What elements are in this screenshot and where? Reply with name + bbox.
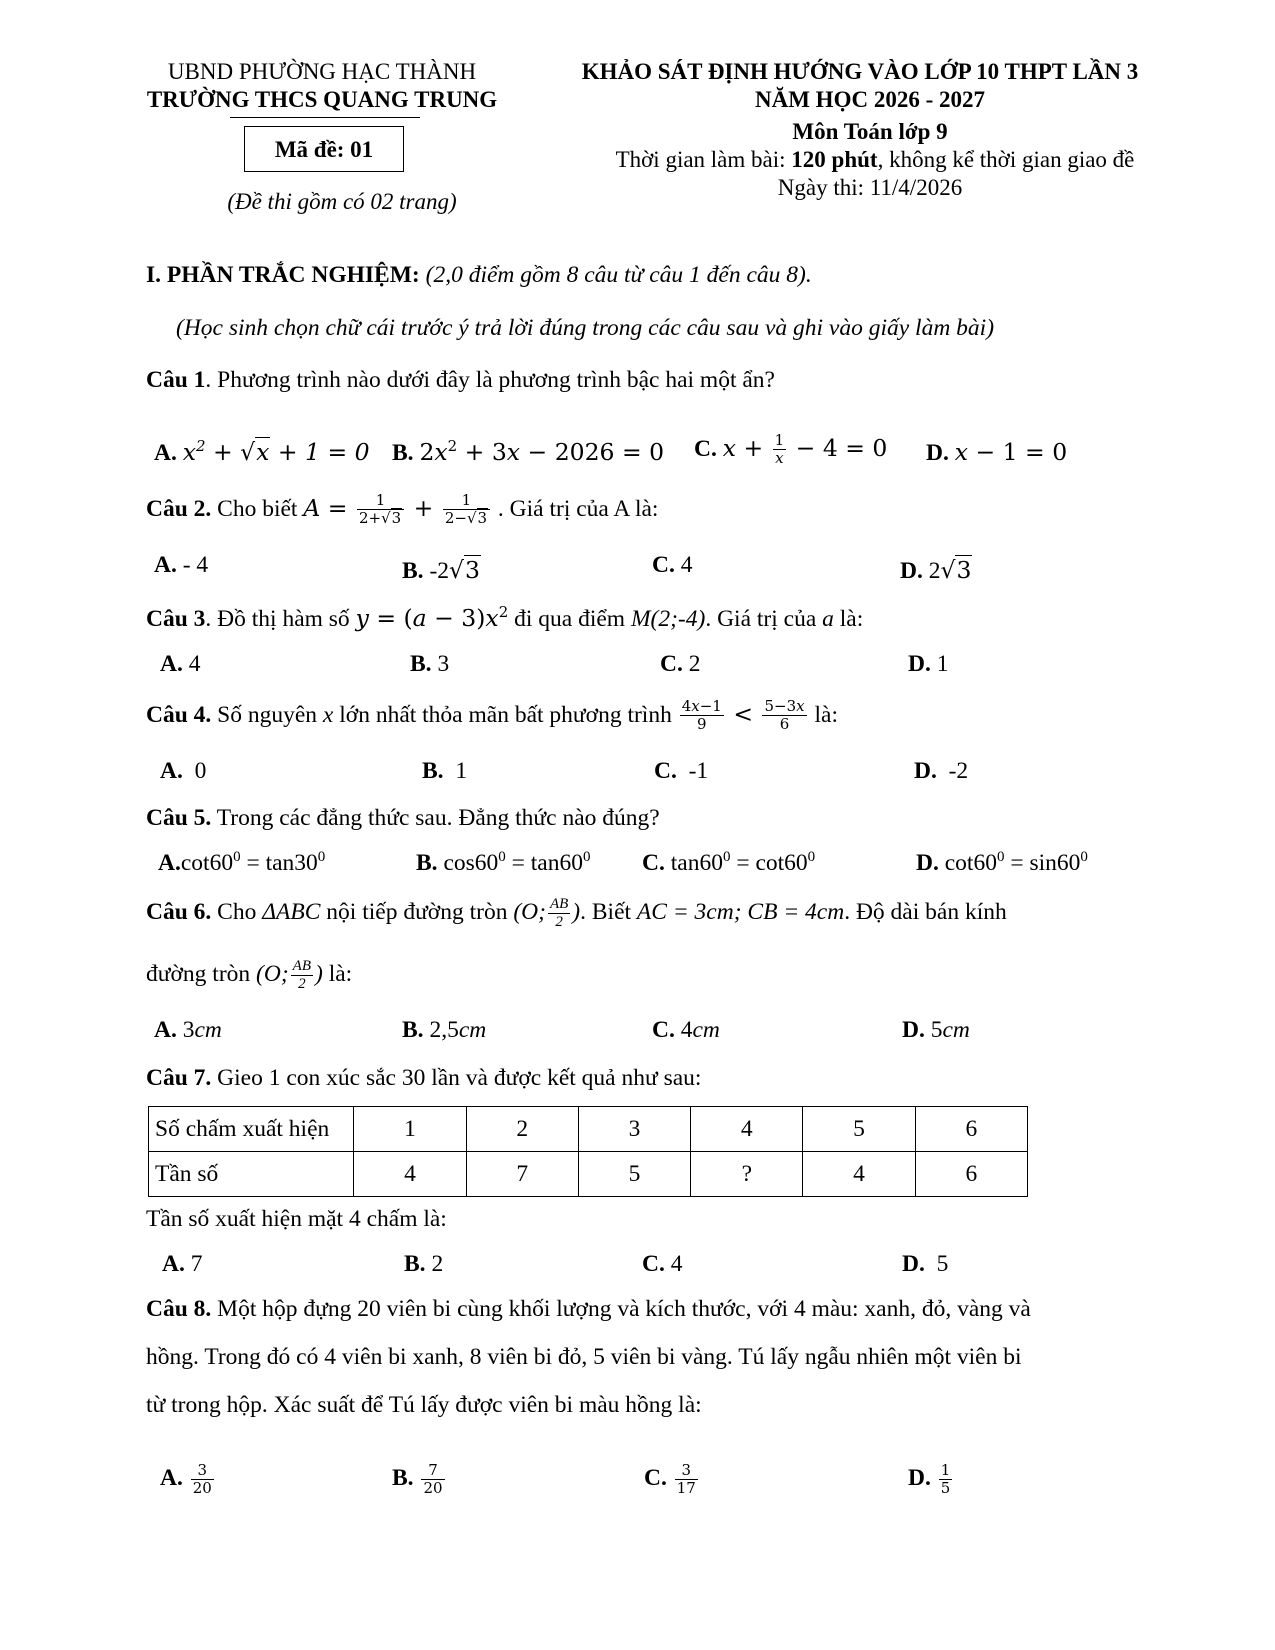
q6-option-b <box>402 1017 486 1044</box>
q3-text-post: . Giá trị của <box>705 606 823 632</box>
q1-d-letter: D. <box>926 440 949 466</box>
q7-d-value: 5 <box>936 1251 949 1277</box>
q7-option-c <box>642 1251 682 1278</box>
q8-line3: từ trong hộp. Xác suất để Tú lấy được viên bi màu hồng là: <box>146 1392 702 1418</box>
q3-option-d <box>908 651 948 678</box>
q2-option-a <box>154 552 208 579</box>
q2-b-root: √3 <box>449 556 480 584</box>
table-cell: 6 <box>915 1107 1027 1152</box>
q6-b-unit: cm <box>458 1017 487 1043</box>
q5-option-b <box>416 850 590 877</box>
time-info <box>570 146 1180 174</box>
table-row <box>149 1152 1028 1197</box>
q7-a-value: 7 <box>190 1251 203 1277</box>
q2-d-letter: D. <box>900 558 923 584</box>
q4-text-post: là: <box>808 702 838 728</box>
section-title <box>146 262 812 289</box>
section-title-label: I. PHẦN TRẮC NGHIỆM: <box>146 262 420 288</box>
table-cell: 4 <box>691 1107 803 1152</box>
q2-c-value: 4 <box>680 552 693 578</box>
q6-b-letter: B. <box>402 1017 424 1043</box>
table-cell: 7 <box>466 1152 578 1197</box>
q6-option-d <box>902 1017 970 1044</box>
table-row-header: Số chấm xuất hiện <box>149 1107 354 1152</box>
exam-title: KHẢO SÁT ĐỊNH HƯỚNG VÀO LỚP 10 THPT LẦN 3 <box>581 59 1139 84</box>
q4-option-c <box>654 758 708 785</box>
q2-b-value: -2 <box>429 558 450 584</box>
q7-after-text: Tần số xuất hiện mặt 4 chấm là: <box>146 1206 447 1232</box>
exam-date: Ngày thi: 11/4/2026 <box>777 175 963 200</box>
q1-option-a <box>154 438 370 467</box>
q7-option-b <box>404 1251 443 1278</box>
q3-formula: $y = (a - 3)x^2$ <box>355 603 509 632</box>
q4-option-d <box>914 758 968 785</box>
school-name-underline <box>230 117 420 118</box>
q8-a-letter: A. <box>160 1464 183 1491</box>
school-year: NĂM HỌC 2026 - 2027 <box>755 87 985 112</box>
q6-text-mid: nội tiếp đường tròn <box>320 898 514 925</box>
q5-text: Trong các đẳng thức sau. Đẳng thức nào đúng? <box>211 805 660 831</box>
q7-b-letter: B. <box>404 1251 426 1277</box>
time-prefix: Thời gian làm bài: <box>615 147 792 172</box>
question-2 <box>146 492 658 527</box>
q4-c-value: -1 <box>688 758 709 784</box>
q3-var: a <box>822 606 834 632</box>
question-6-line2 <box>146 958 352 993</box>
q2-text-post: . Giá trị của A là: <box>492 496 659 522</box>
q6-line2-pre: đường tròn <box>146 960 257 987</box>
q8-label: Câu 8. <box>146 1296 212 1322</box>
q7-c-value: 4 <box>670 1251 683 1277</box>
q4-label: Câu 4. <box>146 702 212 728</box>
table-row <box>149 1107 1028 1152</box>
q8-option-a <box>160 1462 216 1497</box>
q1-c-letter: C. <box>694 436 717 462</box>
q3-point: M(2;-4) <box>630 606 706 632</box>
q5-option-c <box>642 850 815 877</box>
q4-d-value: -2 <box>948 758 969 784</box>
q3-option-b <box>410 651 449 678</box>
q4-d-letter: D. <box>914 758 937 784</box>
q6-c-unit: cm <box>692 1017 720 1043</box>
q7-a-letter: A. <box>162 1251 185 1277</box>
q8-line1: Một hộp đựng 20 viên bi cùng khối lượng và kích thước, với 4 màu: xanh, đỏ, vàng và <box>211 1296 1031 1322</box>
section-instruction: (Học sinh chọn chữ cái trước ý trả lời đúng trong các câu sau và ghi vào giấy làm bài) <box>176 315 995 341</box>
q2-a-letter: A. <box>154 552 177 578</box>
q4-text-pre: Số nguyên <box>211 702 323 728</box>
exam-code: Mã đề: 01 <box>274 137 374 162</box>
table-cell: 5 <box>578 1152 690 1197</box>
question-7 <box>146 1065 701 1092</box>
q1-label: Câu 1 <box>146 367 206 393</box>
q6-given: AC = 3cm; CB = 4cm <box>636 898 845 925</box>
q6-a-value: 3 <box>182 1017 195 1043</box>
q6-a-letter: A. <box>154 1017 177 1043</box>
q6-b-value: 2,5 <box>429 1017 459 1043</box>
question-3 <box>146 604 863 633</box>
q3-a-letter: A. <box>160 651 183 677</box>
q4-a-letter: A. <box>160 758 183 784</box>
q1-option-c <box>694 432 887 467</box>
q8-option-c <box>644 1462 700 1497</box>
q8-b-letter: B. <box>392 1464 414 1491</box>
q8-c-letter: C. <box>644 1464 667 1491</box>
school-name <box>112 86 532 114</box>
q6-option-c <box>652 1017 720 1044</box>
q3-c-letter: C. <box>660 651 683 677</box>
q1-option-d <box>926 438 1067 467</box>
q3-b-letter: B. <box>410 651 432 677</box>
q4-text-mid: lớn nhất thỏa mãn bất phương trình <box>333 702 678 728</box>
q3-b-value: 3 <box>437 651 450 677</box>
q6-d-value: 5 <box>930 1017 943 1043</box>
q7-text: Gieo 1 con xúc sắc 30 lần và được kết quả như sau: <box>211 1065 702 1091</box>
table-cell: 4 <box>354 1152 466 1197</box>
q1-option-b <box>392 438 664 467</box>
q3-d-letter: D. <box>908 651 931 677</box>
q8-d-fraction: $\frac{1}{5}$ <box>940 1461 951 1497</box>
q3-text-pre: . Đồ thị hàm số <box>205 606 356 632</box>
section-title-note: (2,0 điểm gồm 8 câu từ câu 1 đến câu 8). <box>419 262 812 288</box>
table-cell: 6 <box>915 1152 1027 1197</box>
q8-line2: hồng. Trong đó có 4 viên bi xanh, 8 viên bi đỏ, 5 viên bi vàng. Tú lấy ngẫu nhiên một viên bi <box>146 1344 1022 1370</box>
table-cell: 2 <box>466 1107 578 1152</box>
q5-a-letter: A. <box>158 850 181 876</box>
q6-text-pre: Cho <box>211 898 263 925</box>
q2-text-pre: Cho biết <box>211 496 304 522</box>
q3-label: Câu 3 <box>146 606 206 632</box>
table-cell: 5 <box>803 1107 915 1152</box>
q2-d-root: √3 <box>940 556 972 584</box>
q5-option-a <box>158 850 325 877</box>
q5-b-formula: $\cos 60^0 = \tan 60^0$ <box>443 849 591 876</box>
q6-circle-2: (O; $\frac{AB}{2}$ ) <box>256 958 323 992</box>
q1-text: . Phương trình nào dưới đây là phương trình bậc hai một ẩn? <box>205 367 775 393</box>
q8-d-letter: D. <box>908 1464 931 1491</box>
question-1 <box>146 367 775 394</box>
q2-c-letter: C. <box>652 552 675 578</box>
q1-d-formula: x − 1 = 0 <box>954 438 1068 466</box>
q4-formula: $\frac{4x-1}{9}$ < $\frac{5-3x}{6}$ <box>681 697 805 733</box>
school-authority: UBND PHƯỜNG HẠC THÀNH <box>167 59 477 84</box>
q6-text-mid2: . Biết <box>580 898 637 925</box>
q8-option-d <box>908 1462 954 1497</box>
frequency-table <box>148 1106 1028 1197</box>
q6-a-unit: cm <box>194 1017 222 1043</box>
q4-b-letter: B. <box>422 758 444 784</box>
q3-a-value: 4 <box>188 651 201 677</box>
q8-b-fraction: $\frac{7}{20}$ <box>423 1461 443 1497</box>
q2-formula: A = $\frac{1}{2+√3}$ + $\frac{1}{2-√3}$ <box>303 494 492 522</box>
q3-c-value: 2 <box>688 651 701 677</box>
q5-d-formula: $\cot 60^0 = \sin 60^0$ <box>944 849 1088 876</box>
q1-b-letter: B. <box>392 440 414 466</box>
q1-a-letter: A. <box>154 440 177 466</box>
q1-c-formula: x + $\frac{1}{x}$ − 4 = 0 <box>722 431 888 467</box>
q1-a-formula: $x^2 + √x + 1 = 0$ <box>182 437 370 466</box>
question-8 <box>146 1296 1031 1323</box>
q6-line2-post: là: <box>322 960 353 987</box>
q7-option-a <box>162 1251 202 1278</box>
time-suffix: , không kể thời gian giao đề <box>877 147 1135 172</box>
question-5 <box>146 805 660 832</box>
q4-option-b <box>422 758 467 785</box>
q3-d-value: 1 <box>936 651 949 677</box>
q7-c-letter: C. <box>642 1251 665 1277</box>
q2-option-b <box>402 556 481 585</box>
q6-option-a <box>154 1017 222 1044</box>
q2-option-d <box>900 556 972 585</box>
q5-b-letter: B. <box>416 850 438 876</box>
q4-b-value: 1 <box>455 758 468 784</box>
q3-option-a <box>160 651 200 678</box>
table-row-header: Tần số <box>149 1152 354 1197</box>
q6-d-letter: D. <box>902 1017 925 1043</box>
school-name-text: TRƯỜNG THCS QUANG TRUNG <box>146 87 498 112</box>
q6-d-unit: cm <box>942 1017 970 1043</box>
table-cell: 3 <box>578 1107 690 1152</box>
q3-text-end: là: <box>833 606 864 632</box>
question-6 <box>146 896 1007 931</box>
q7-option-d <box>902 1251 948 1278</box>
q5-c-formula: $\tan 60^0 = \cot 60^0$ <box>670 849 816 876</box>
q7-d-letter: D. <box>902 1251 925 1277</box>
q5-d-letter: D. <box>916 850 939 876</box>
q4-var: x <box>322 702 334 728</box>
q6-label: Câu 6. <box>146 898 212 925</box>
q2-a-value: - 4 <box>182 552 209 578</box>
q7-label: Câu 7. <box>146 1065 212 1091</box>
table-cell: ? <box>691 1152 803 1197</box>
subject: Môn Toán lớp 9 <box>792 119 948 144</box>
q8-option-b <box>392 1462 447 1497</box>
q6-c-value: 4 <box>680 1017 693 1043</box>
q5-label: Câu 5. <box>146 805 212 831</box>
table-cell: 1 <box>354 1107 466 1152</box>
q5-option-d <box>916 850 1088 877</box>
q8-c-fraction: $\frac{3}{17}$ <box>676 1461 696 1497</box>
question-4 <box>146 698 838 733</box>
q4-c-letter: C. <box>654 758 677 784</box>
q6-text-post: . Độ dài bán kính <box>844 898 1007 925</box>
q2-option-c <box>652 552 692 579</box>
time-duration: 120 phút <box>791 147 878 172</box>
q4-a-value: 0 <box>194 758 207 784</box>
q6-c-letter: C. <box>652 1017 675 1043</box>
table-cell: 4 <box>803 1152 915 1197</box>
q4-option-a <box>160 758 206 785</box>
q3-text-mid: đi qua điểm <box>508 606 631 632</box>
q2-b-letter: B. <box>402 558 424 584</box>
q7-b-value: 2 <box>431 1251 444 1277</box>
q2-d-value: 2 <box>928 558 941 584</box>
q5-a-formula: $\cot 60^0 = \tan 30^0$ <box>180 849 326 876</box>
q1-b-formula: $2x^2 + 3x - 2026 = 0$ <box>419 437 665 466</box>
pages-note: (Đề thi gồm có 02 trang) <box>227 189 457 214</box>
q6-circle: (O; $\frac{AB}{2}$ ) <box>513 896 581 930</box>
q6-triangle: ΔABC <box>262 898 321 925</box>
q5-c-letter: C. <box>642 850 665 876</box>
q2-label: Câu 2. <box>146 496 212 522</box>
q3-option-c <box>660 651 700 678</box>
q8-a-fraction: $\frac{3}{20}$ <box>192 1461 212 1497</box>
